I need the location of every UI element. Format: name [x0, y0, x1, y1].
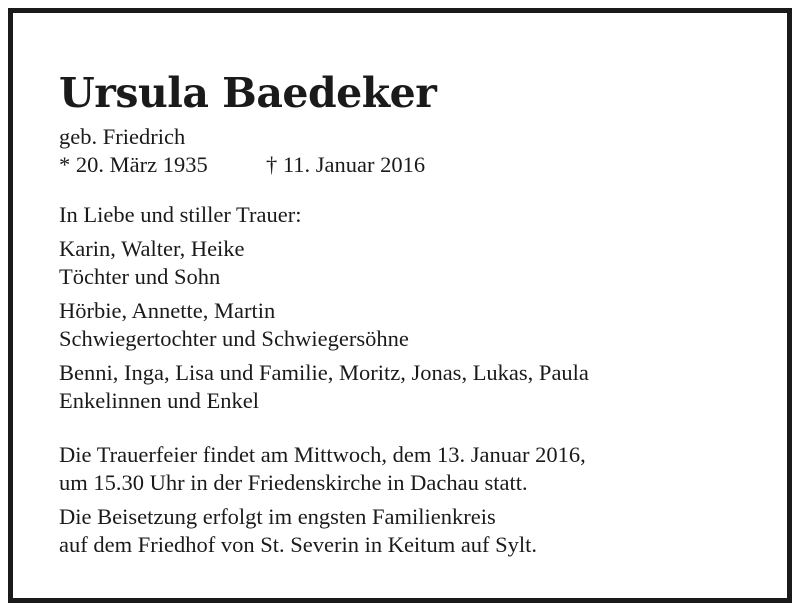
- funeral-line: Die Trauerfeier findet am Mittwoch, dem 13. Januar 2016,: [59, 442, 586, 467]
- funeral-info: [59, 441, 767, 497]
- burial-line: Die Beisetzung erfolgt im engsten Familienkreis: [59, 504, 496, 529]
- mourner-relation: Schwiegertochter und Schwiegersöhne: [59, 326, 409, 351]
- mourner-group-in-laws: [59, 297, 767, 353]
- obituary-notice: [8, 8, 792, 603]
- mourning-intro: In Liebe und stiller Trauer:: [59, 202, 302, 227]
- notice-content: [59, 69, 767, 559]
- birth-date: * 20. März 1935: [59, 152, 208, 177]
- mourner-names: Hörbie, Annette, Martin: [59, 298, 276, 323]
- mourner-group-children: [59, 235, 767, 291]
- mourner-names: Karin, Walter, Heike: [59, 236, 245, 261]
- burial-line: auf dem Friedhof von St. Severin in Keitum auf Sylt.: [59, 532, 538, 557]
- life-dates: [59, 151, 767, 179]
- mourner-group-grandchildren: [59, 359, 767, 415]
- burial-info: [59, 503, 767, 559]
- mourner-names: Benni, Inga, Lisa und Familie, Moritz, Jonas, Lukas, Paula: [59, 360, 589, 385]
- death-date: † 11. Januar 2016: [266, 152, 426, 177]
- mourner-relation: Töchter und Sohn: [59, 264, 221, 289]
- mourner-relation: Enkelinnen und Enkel: [59, 388, 259, 413]
- funeral-line: um 15.30 Uhr in der Friedenskirche in Dachau statt.: [59, 470, 528, 495]
- maiden-name: geb. Friedrich: [59, 124, 186, 149]
- deceased-name: Ursula Baedeker: [59, 69, 437, 117]
